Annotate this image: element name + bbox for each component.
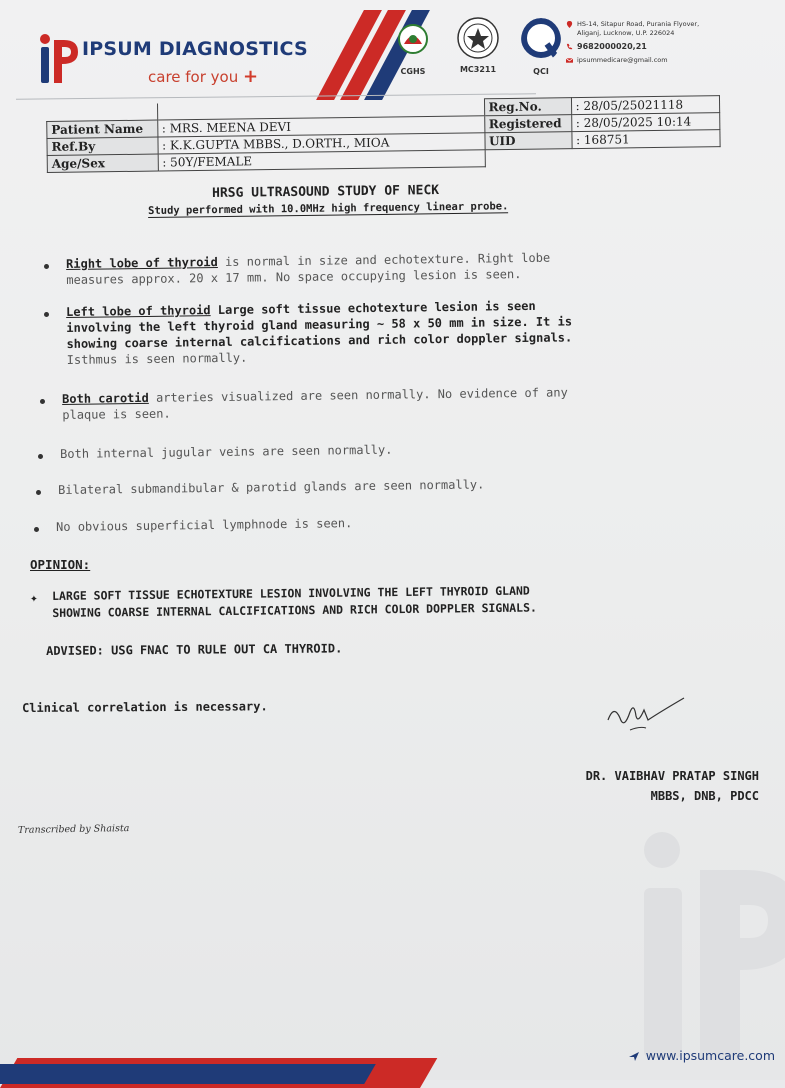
doctor-qualifications: MBBS, DNB, PDCC [650,789,759,803]
clinical-note: Clinical correlation is necessary. [22,699,268,715]
doctor-name: DR. VAIBHAV PRATAP SINGH [585,769,759,783]
cghs-label: CGHS [400,67,426,76]
phone-row [566,42,717,53]
patient-name-value: : MRS. MEENA DEVI [157,116,484,137]
qci-label: QCI [533,67,549,76]
location-pin-icon [566,21,573,28]
ip-watermark-icon [600,800,785,1060]
footer-website[interactable] [627,1048,775,1063]
email-text: ipsummedicare@gmail.com [577,56,668,65]
phone-icon [566,43,573,50]
finding-head: Left lobe of thyroid [66,303,211,319]
patient-name-label: Patient Name [47,120,158,138]
tagline-text: care for you [148,68,239,86]
globe-icon [627,1049,641,1063]
finding-glands: Bilateral submandibular & parotid glands are seen normally. [58,477,485,497]
cghs-emblem-icon [396,22,430,62]
opinion-line: LARGE SOFT TISSUE ECHOTEXTURE LESION INVOLVING THE LEFT THYROID GLAND [52,583,530,603]
finding-head: Both carotid [62,390,149,406]
finding-left-lobe [66,297,573,368]
finding-line: showing coarse internal calcifications and rich color doppler signals. [66,330,573,351]
ref-by-value: : K.K.GUPTA MBBS., D.ORTH., MIOA [157,133,484,154]
brand-tagline [148,66,258,87]
mc-label: MC3211 [459,65,497,74]
website-text[interactable]: www.ipsumcare.com [645,1048,775,1063]
finding-right-lobe [66,250,550,288]
ipsum-logo-icon [36,30,80,86]
bullet-icon [36,490,41,495]
tagline-plus: + [243,66,259,87]
phone-text: 9682000020,21 [577,41,647,51]
opinion-heading: OPINION: [30,557,91,572]
bullet-icon [38,454,43,459]
bullet-icon [40,399,45,404]
opinion-line: SHOWING COARSE INTERNAL CALCIFICATIONS AND RICH COLOR DOPPLER SIGNALS. [52,600,537,620]
reg-no-value: : 28/05/25021118 [571,96,720,115]
age-sex-value: : 50Y/FEMALE [158,150,485,171]
finding-line: is normal in size and echotexture. Right lobe [217,250,551,270]
finding-line: plaque is seen. [62,406,171,422]
registered-value: : 28/05/2025 10:14 [571,113,720,132]
bullet-icon [44,312,49,317]
report-title: HRSG ULTRASOUND STUDY OF NECK [212,183,440,201]
bullet-icon [44,264,49,269]
finding-line: involving the left thyroid gland measuring ~ 58 x 50 mm in size. It is [66,314,573,335]
qci-cert [518,18,564,76]
finding-line: Isthmus is seen normally. [66,350,248,367]
address-text: HS-14, Sitapur Road, Purania Flyover, Aliganj, Lucknow, U.P. 226024 [577,20,700,37]
patient-info-table [46,95,721,173]
footer-blue-band [0,1064,376,1084]
cghs-cert [392,22,434,76]
email-icon [566,57,573,64]
reg-no-label: Reg.No. [484,98,571,116]
mc-cert [452,16,504,74]
nabl-emblem-icon [456,16,500,60]
opinion-text [52,583,537,622]
finding-line: Large soft tissue echotexture lesion is seen [210,298,536,318]
opinion-star-icon: ✦ [30,591,38,606]
report-subtitle: Study performed with 10.0MHz high frequency linear probe. [148,200,509,217]
email-row [566,56,717,65]
contact-block [566,20,717,69]
bullet-icon [34,527,39,532]
age-sex-label: Age/Sex [47,154,158,172]
brand-name: IPSUM DIAGNOSTICS [82,38,308,60]
finding-line: measures approx. 20 x 17 mm. No space occupying lesion is seen. [66,267,522,287]
address-row [566,20,717,38]
finding-carotid [62,384,568,423]
advised-text: ADVISED: USG FNAC TO RULE OUT CA THYROID. [46,641,343,658]
finding-lymphnode: No obvious superficial lymphnode is seen. [56,516,353,534]
registered-label: Registered [484,115,571,133]
uid-value: : 168751 [571,130,720,149]
finding-line: arteries visualized are seen normally. No evidence of any [148,385,568,405]
finding-head: Right lobe of thyroid [66,255,218,271]
transcribed-by: Transcribed by Shaista [17,823,130,836]
signature-icon [600,690,690,740]
finding-jugular: Both internal jugular veins are seen normally. [60,442,393,461]
qci-emblem-icon [521,18,561,62]
ref-by-label: Ref.By [47,137,158,155]
uid-label: UID [484,132,571,150]
